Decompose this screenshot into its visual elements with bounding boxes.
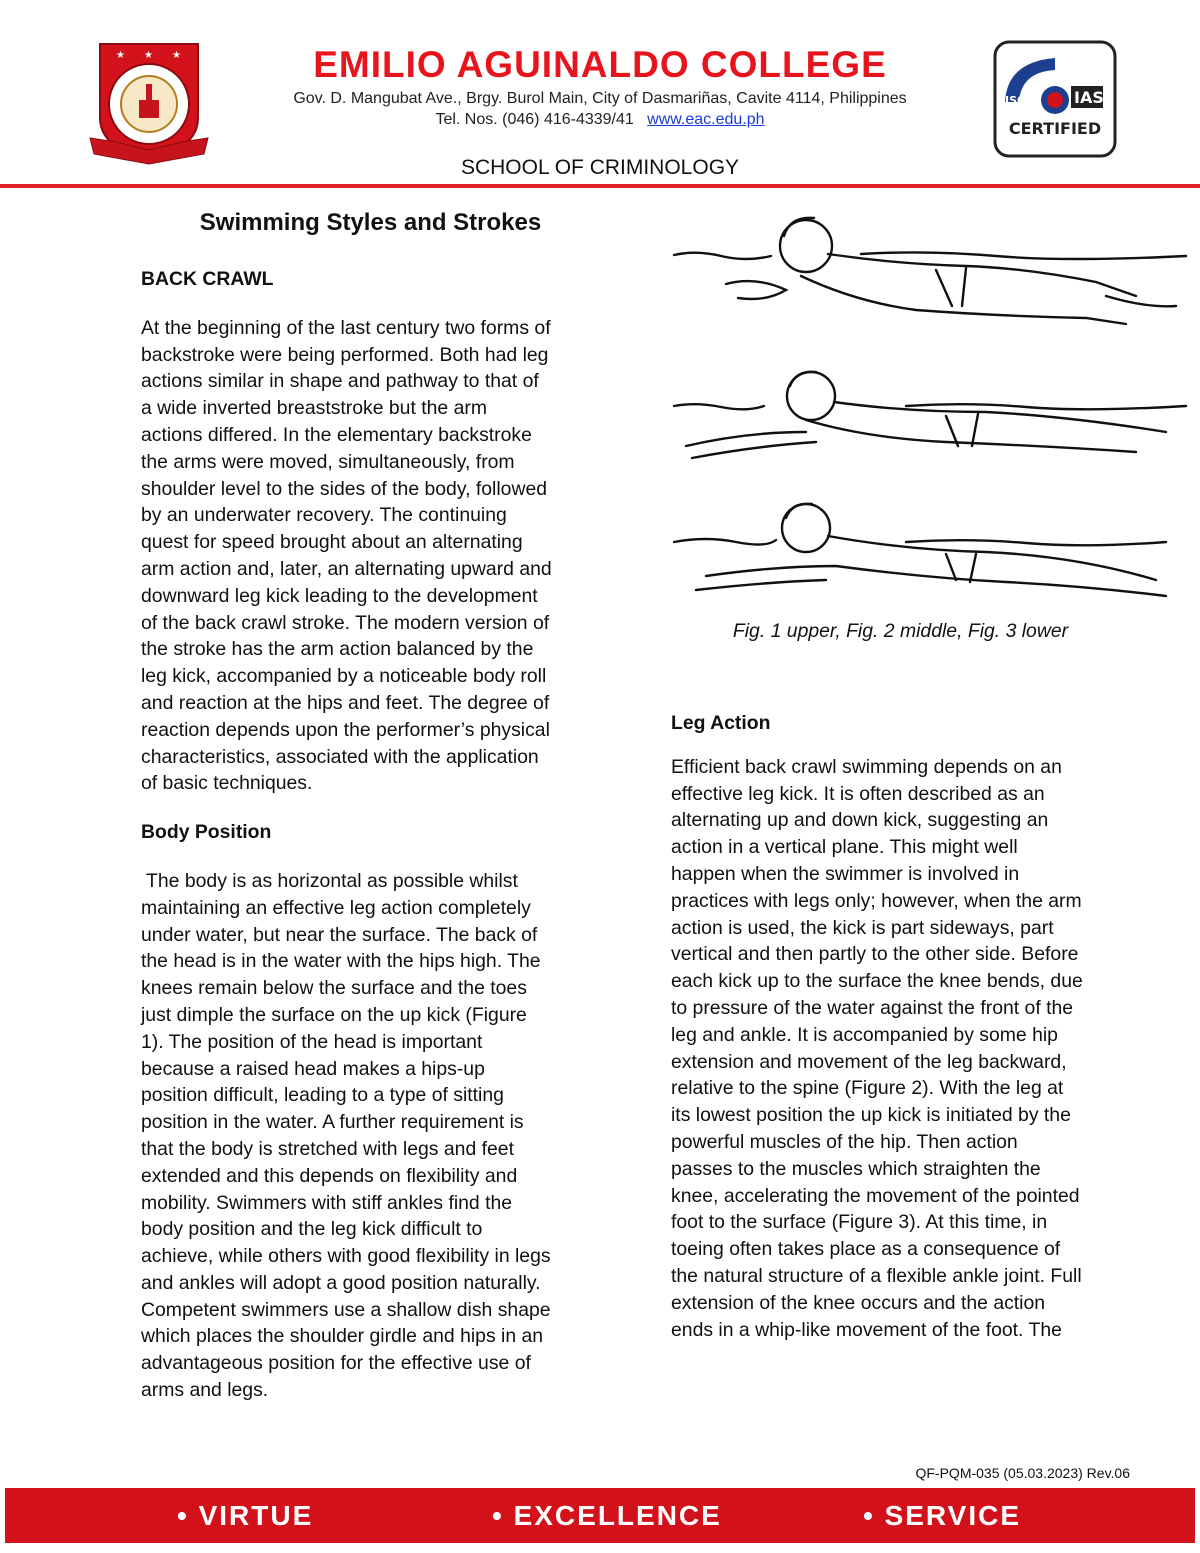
leg-action-paragraph (671, 754, 1141, 1344)
text-line: just dimple the surface on the up kick (Figure (141, 1003, 527, 1026)
text-line: ends in a whip-like movement of the foot. The (671, 1318, 1062, 1341)
text-line: passes to the muscles which straighten the (671, 1157, 1041, 1180)
text-line: At the beginning of the last century two forms of (141, 316, 551, 339)
text-line: arms and legs. (141, 1379, 269, 1402)
text-line: the arms were moved, simultaneously, from (141, 450, 515, 473)
motto-footer-bar (5, 1488, 1195, 1543)
text-line: extension of the knee occurs and the action (671, 1291, 1046, 1314)
text-line: reaction depends upon the performer’s physical (141, 718, 550, 741)
motto-virtue: • VIRTUE (177, 1500, 314, 1531)
svg-text:★: ★ (144, 50, 153, 61)
text-line: knees remain below the surface and the toes (141, 977, 527, 1000)
text-line: its lowest position the up kick is initiated by the (671, 1104, 1071, 1127)
header-divider (0, 184, 1200, 188)
form-code: QF-PQM-035 (05.03.2023) Rev.06 (915, 1465, 1130, 1481)
svg-text:★: ★ (172, 50, 181, 61)
text-line: and ankles will adopt a good position naturally. (141, 1271, 541, 1294)
college-name: EMILIO AGUINALDO COLLEGE (313, 44, 887, 85)
text-line: arm action and, later, an alternating upward and (141, 557, 552, 580)
iso-text: ISO (1005, 94, 1027, 107)
text-line: quest for speed brought about an alternating (141, 531, 523, 554)
text-line: toeing often takes place as a consequence of (671, 1238, 1061, 1261)
text-line: advantageous position for the effective use of (141, 1352, 531, 1375)
section-heading-back-crawl: BACK CRAWL (141, 268, 274, 290)
text-line: of the back crawl stroke. The modern version of (141, 611, 550, 634)
text-line: leg kick, accompanied by a noticeable body roll (141, 665, 547, 688)
text-line: happen when the swimmer is involved in (671, 862, 1020, 885)
body-position-paragraph (141, 868, 611, 1404)
document-title: Swimming Styles and Strokes (199, 209, 542, 236)
text-line: the head is in the water with the hips high. The (141, 950, 541, 973)
certified-label: CERTIFIED (1008, 119, 1102, 138)
text-line: maintaining an effective leg action completely (141, 896, 531, 919)
text-line: vertical and then partly to the other side. Before (671, 943, 1079, 966)
school-name: SCHOOL OF CRIMINOLOGY (460, 156, 740, 179)
text-line: position difficult, leading to a type of sitting (141, 1084, 504, 1107)
telephone-numbers: Tel. Nos. (046) 416-4339/41 (435, 111, 634, 128)
figure-3-swimmer (674, 504, 1166, 596)
text-line: characteristics, associated with the application (141, 745, 539, 768)
text-line: and reaction at the hips and feet. The degree of (141, 691, 550, 714)
text-line: because a raised head makes a hips-up (141, 1057, 485, 1080)
text-line: position in the water. A further requirement is (141, 1111, 524, 1134)
text-line: actions similar in shape and pathway to that of (141, 370, 539, 393)
text-line: that the body is stretched with legs and feet (141, 1137, 514, 1160)
text-line: extended and this depends on flexibility and (141, 1164, 518, 1187)
text-line: Competent swimmers use a shallow dish shape (141, 1298, 551, 1321)
text-line: achieve, while others with good flexibility in legs (141, 1245, 551, 1268)
text-line: action is used, the kick is part sideways, part (671, 916, 1054, 939)
text-line: alternating up and down kick, suggesting an (671, 809, 1049, 832)
text-line: Efficient back crawl swimming depends on an (671, 755, 1062, 778)
text-line: under water, but near the surface. The back of (141, 923, 538, 946)
left-column (141, 266, 611, 1404)
text-line: a wide inverted breaststroke but the arm (141, 397, 487, 420)
text-line: The body is as horizontal as possible whilst (141, 869, 518, 892)
figure-2-swimmer (674, 372, 1186, 458)
text-line: action in a vertical plane. This might well (671, 836, 1018, 859)
text-line: body position and the leg kick difficult to (141, 1218, 483, 1241)
figure-caption: Fig. 1 upper, Fig. 2 middle, Fig. 3 lower (732, 620, 1069, 642)
back-crawl-paragraph (141, 315, 611, 797)
text-line: of basic techniques. (141, 772, 313, 795)
text-line: extension and movement of the leg backward, (671, 1050, 1067, 1073)
right-column (671, 710, 1141, 1343)
text-line: mobility. Swimmers with stiff ankles find the (141, 1191, 513, 1214)
text-line: foot to the surface (Figure 3). At this time, in (671, 1211, 1048, 1234)
ias-certified-badge (993, 40, 1117, 158)
college-address: Gov. D. Mangubat Ave., Brgy. Burol Main, City of Dasmariñas, Cavite 4114, Philippines (293, 90, 907, 107)
svg-text:★: ★ (116, 50, 125, 61)
text-line: actions differed. In the elementary backstroke (141, 423, 532, 446)
text-line: leg and ankle. It is accompanied by some hip (671, 1023, 1058, 1046)
text-line: downward leg kick leading to the development (141, 584, 538, 607)
text-line: by an underwater recovery. The continuing (141, 504, 507, 527)
motto-excellence: • EXCELLENCE (492, 1500, 722, 1531)
text-line: backstroke were being performed. Both had leg (141, 343, 549, 366)
text-line: the stroke has the arm action balanced by the (141, 638, 534, 661)
section-heading-body-position: Body Position (141, 821, 272, 844)
section-heading-leg-action: Leg Action (671, 712, 771, 734)
text-line: which places the shoulder girdle and hips in an (141, 1325, 544, 1348)
website-link[interactable]: www.eac.edu.ph (647, 111, 765, 128)
text-line: shoulder level to the sides of the body, followed (141, 477, 548, 500)
swimmer-backstroke-figure (666, 206, 1200, 616)
text-line: the natural structure of a flexible ankle joint. Full (671, 1264, 1082, 1287)
text-line: practices with legs only; however, when the arm (671, 889, 1082, 912)
motto-service: • SERVICE (863, 1500, 1021, 1531)
text-line: relative to the spine (Figure 2). With the leg at (671, 1077, 1064, 1100)
text-line: 1). The position of the head is important (141, 1030, 483, 1053)
figure-1-swimmer (674, 218, 1186, 324)
text-line: each kick up to the surface the knee bends, due (671, 970, 1083, 993)
text-line: knee, accelerating the movement of the pointed (671, 1184, 1080, 1207)
text-line: powerful muscles of the hip. Then action (671, 1130, 1018, 1153)
ias-text: IAS (1074, 88, 1104, 107)
text-line: effective leg kick. It is often described as an (671, 782, 1045, 805)
text-line: to pressure of the water against the front of the (671, 996, 1074, 1019)
